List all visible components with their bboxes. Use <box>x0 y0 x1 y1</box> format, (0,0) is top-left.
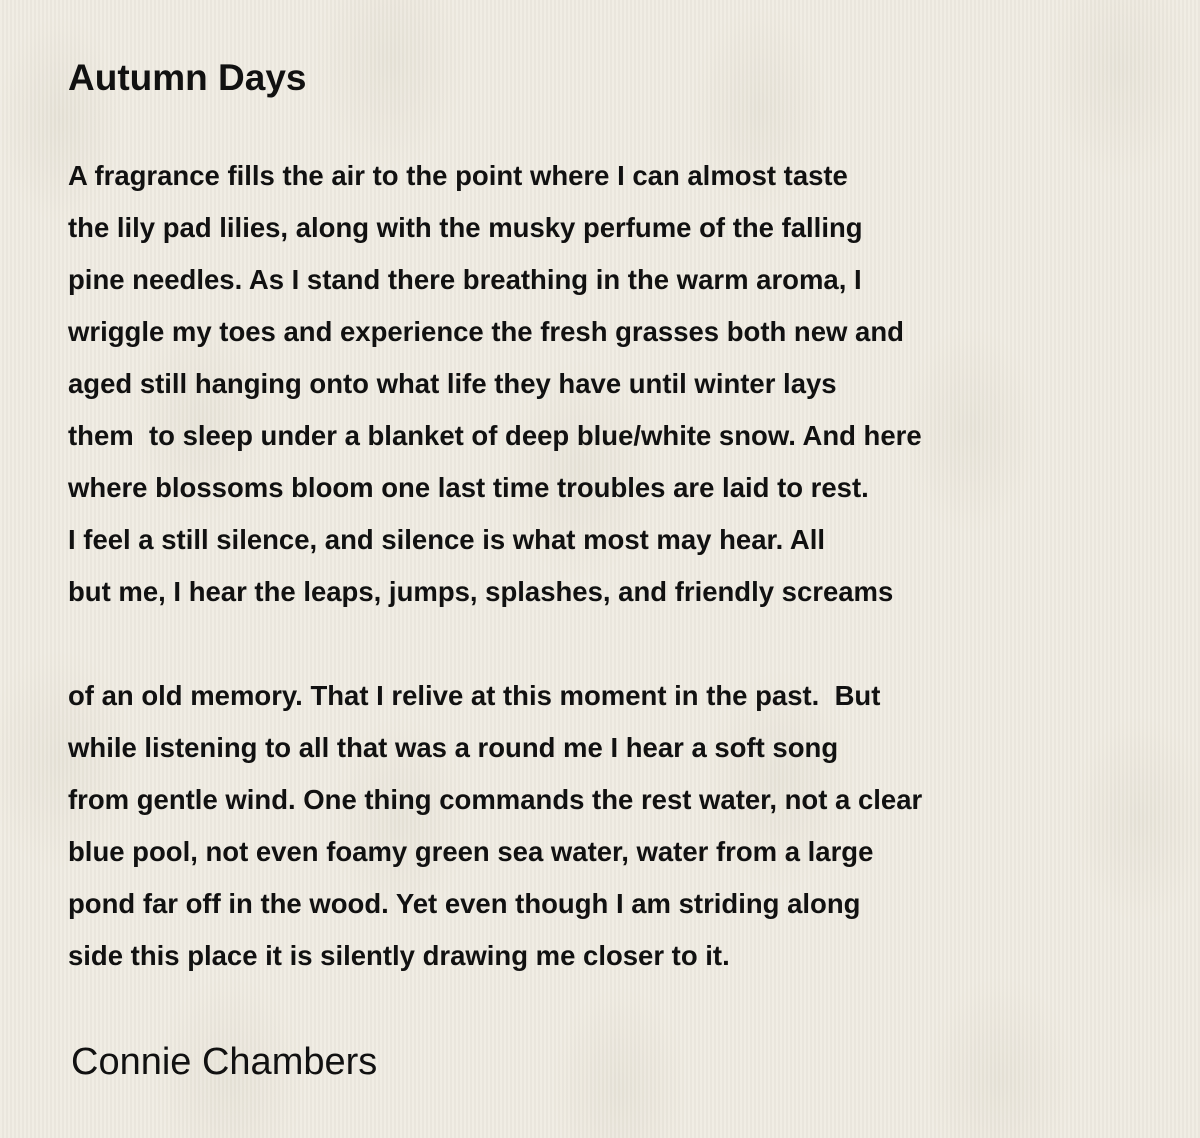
poem-line: the lily pad lilies, along with the musky perfume of the falling <box>68 212 863 243</box>
poem-line: A fragrance fills the air to the point where I can almost taste <box>68 160 848 191</box>
stanza-break <box>68 618 1168 670</box>
poem-line: while listening to all that was a round me I hear a soft song <box>68 732 839 763</box>
poem-line: blue pool, not even foamy green sea water, water from a large <box>68 836 874 867</box>
poem-author: Connie Chambers <box>71 1041 378 1083</box>
poem-line: but me, I hear the leaps, jumps, splashes, and friendly screams <box>68 576 894 607</box>
poem-body <box>68 150 1168 982</box>
poem-line: side this place it is silently drawing me closer to it. <box>68 940 730 971</box>
poem-line: pond far off in the wood. Yet even though I am striding along <box>68 888 861 919</box>
poem-line: pine needles. As I stand there breathing in the warm aroma, I <box>68 264 862 295</box>
poem-line: aged still hanging onto what life they have until winter lays <box>68 368 837 399</box>
poem-line: from gentle wind. One thing commands the rest water, not a clear <box>68 784 923 815</box>
poem-line: I feel a still silence, and silence is what most may hear. All <box>68 524 826 555</box>
poem-title: Autumn Days <box>68 57 307 98</box>
poem-line: wriggle my toes and experience the fresh grasses both new and <box>68 316 904 347</box>
poem-line: where blossoms bloom one last time troubles are laid to rest. <box>68 472 869 503</box>
poem-line: them to sleep under a blanket of deep blue/white snow. And here <box>68 420 922 451</box>
poem-line: of an old memory. That I relive at this moment in the past. But <box>68 680 881 711</box>
